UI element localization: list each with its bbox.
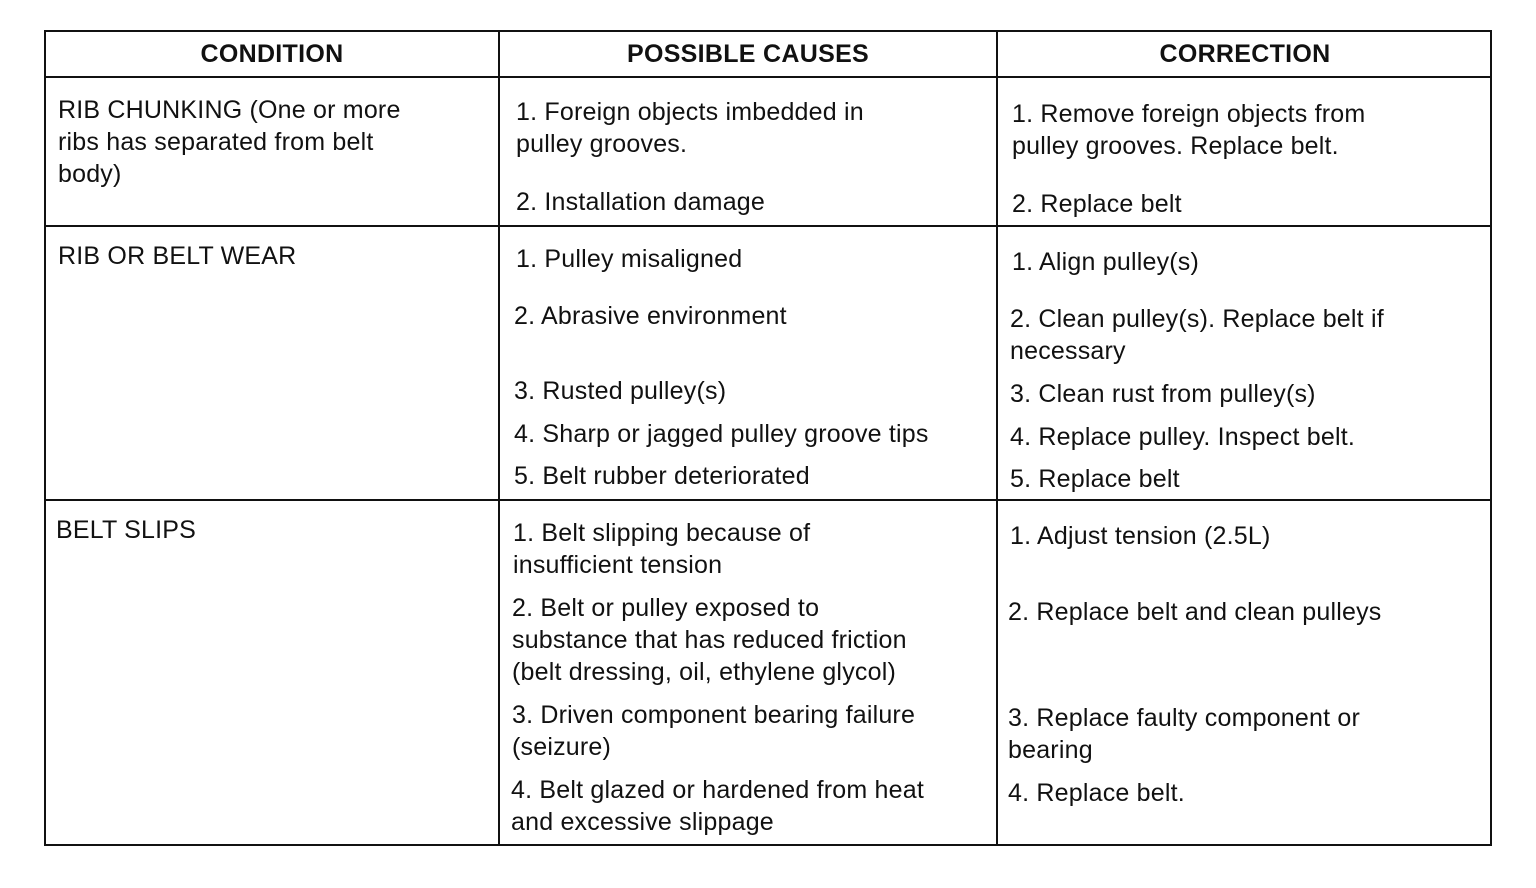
cause-item: 1. Pulley misaligned	[516, 245, 743, 273]
cause-item: 2. Belt or pulley exposed to substance that has reduced friction (belt dressing, oil, ethylene glycol)	[512, 594, 907, 686]
correction-item: 3. Replace faulty component or bearing	[1008, 704, 1361, 764]
cause-item: 4. Sharp or jagged pulley groove tips	[514, 420, 929, 448]
column-divider	[498, 32, 500, 844]
correction-item: 3. Clean rust from pulley(s)	[1010, 380, 1316, 408]
correction-item: 2. Replace belt and clean pulleys	[1008, 598, 1382, 626]
correction-item: 5. Replace belt	[1010, 465, 1180, 493]
cause-item: 3. Rusted pulley(s)	[514, 377, 727, 405]
header-possible-causes: POSSIBLE CAUSES	[626, 39, 870, 68]
correction-item: 1. Align pulley(s)	[1012, 248, 1200, 276]
correction-item: 4. Replace belt.	[1008, 779, 1185, 807]
cause-item: 5. Belt rubber deteriorated	[514, 462, 810, 490]
header-correction: CORRECTION	[1159, 39, 1331, 68]
diagnosis-table	[44, 30, 1492, 846]
correction-item: 2. Replace belt	[1012, 190, 1182, 218]
header-divider	[46, 76, 1490, 78]
correction-item: 1. Remove foreign objects from pulley grooves. Replace belt.	[1012, 100, 1366, 160]
cause-item: 3. Driven component bearing failure (seizure)	[512, 701, 916, 761]
row-divider	[46, 499, 1490, 501]
correction-item: 4. Replace pulley. Inspect belt.	[1010, 423, 1356, 451]
condition-belt-slips: BELT SLIPS	[56, 516, 197, 544]
condition-rib-chunking: RIB CHUNKING (One or more ribs has separated from belt body)	[58, 96, 401, 188]
cause-item: 1. Foreign objects imbedded in pulley grooves.	[516, 98, 864, 158]
cause-item: 1. Belt slipping because of insufficient tension	[513, 519, 811, 579]
cause-item: 2. Installation damage	[516, 188, 766, 216]
column-divider	[996, 32, 998, 844]
correction-item: 2. Clean pulley(s). Replace belt if necessary	[1010, 305, 1384, 365]
condition-rib-or-belt-wear: RIB OR BELT WEAR	[58, 242, 297, 270]
header-condition: CONDITION	[200, 39, 344, 68]
row-divider	[46, 225, 1490, 227]
cause-item: 4. Belt glazed or hardened from heat and excessive slippage	[511, 776, 925, 836]
correction-item: 1. Adjust tension (2.5L)	[1010, 522, 1271, 550]
cause-item: 2. Abrasive environment	[514, 302, 787, 330]
